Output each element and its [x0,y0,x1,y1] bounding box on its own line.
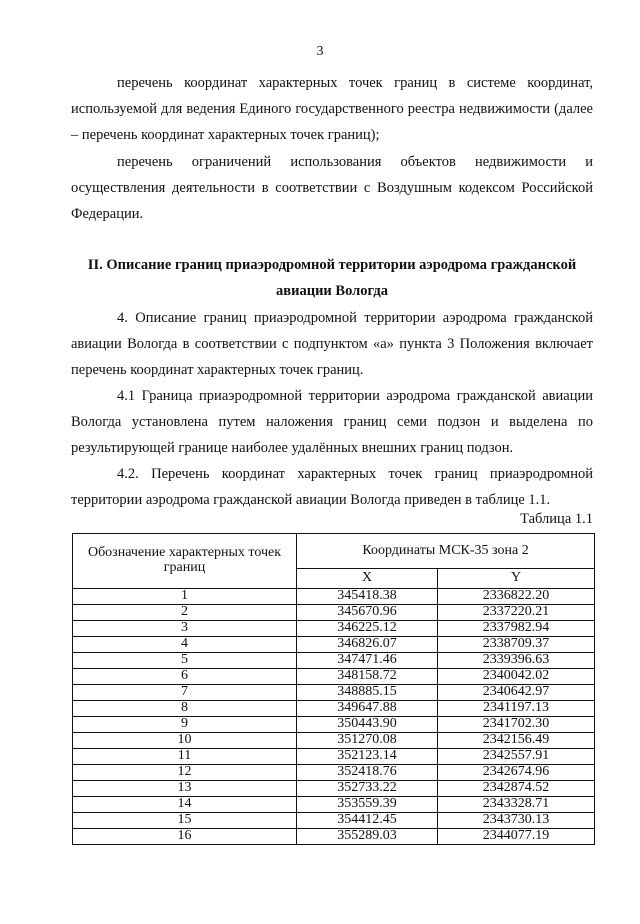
x-coordinate-cell: 346225.12 [297,621,438,637]
table-row [73,621,595,637]
point-number-cell: 15 [73,813,297,829]
point-number-cell: 7 [73,685,297,701]
point-number-cell: 16 [73,829,297,845]
x-coordinate-cell: 353559.39 [297,797,438,813]
point-number-cell: 10 [73,733,297,749]
y-coordinate-cell: 2339396.63 [438,653,595,669]
x-coordinate-cell: 352418.76 [297,765,438,781]
paragraph-line: Федерации. [71,206,144,222]
table-row [73,813,595,829]
paragraph-line: перечень координат характерных точек границ в системе координат, [117,75,593,91]
paragraph-line: осуществления деятельности в соответствии с Воздушным кодексом Российской [71,180,593,196]
y-coordinate-cell: 2336822.20 [438,589,595,605]
table-row [73,829,595,845]
point-number-cell: 6 [73,669,297,685]
table-row [73,733,595,749]
y-coordinate-cell: 2342674.96 [438,765,595,781]
header-points: Обозначение характерных точек границ [73,534,297,589]
y-coordinate-cell: 2341197.13 [438,701,595,717]
header-x: X [297,569,438,589]
point-number-cell: 8 [73,701,297,717]
y-coordinate-cell: 2342874.52 [438,781,595,797]
y-coordinate-cell: 2337982.94 [438,621,595,637]
body-line: Вологда установлена путем наложения границ семи подзон и выделена по [71,414,593,430]
body-line: 4. Описание границ приаэродромной территории аэродрома гражданской [117,310,593,326]
point-number-cell: 13 [73,781,297,797]
x-coordinate-cell: 348158.72 [297,669,438,685]
y-coordinate-cell: 2337220.21 [438,605,595,621]
paragraph-line: используемой для ведения Единого государственного реестра недвижимости (далее [71,101,593,117]
x-coordinate-cell: 347471.46 [297,653,438,669]
x-coordinate-cell: 350443.90 [297,717,438,733]
section-heading: II. Описание границ приаэродромной территории аэродрома гражданской [87,257,577,273]
point-number-cell: 2 [73,605,297,621]
x-coordinate-cell: 351270.08 [297,733,438,749]
table-row [73,717,595,733]
coordinates-table [72,533,595,845]
y-coordinate-cell: 2343328.71 [438,797,595,813]
y-coordinate-cell: 2342557.91 [438,749,595,765]
y-coordinate-cell: 2342156.49 [438,733,595,749]
section-heading: авиации Вологда [276,283,388,299]
page-number: 3 [316,44,324,59]
table-row [73,605,595,621]
x-coordinate-cell: 355289.03 [297,829,438,845]
table-row [73,669,595,685]
table-row [73,797,595,813]
table-row [73,685,595,701]
body-line: авиации Вологда в соответствии с подпунктом «а» пункта 3 Положения включает [71,336,593,352]
table-row [73,749,595,765]
x-coordinate-cell: 352123.14 [297,749,438,765]
y-coordinate-cell: 2338709.37 [438,637,595,653]
header-y: Y [438,569,595,589]
x-coordinate-cell: 349647.88 [297,701,438,717]
table-row [73,701,595,717]
table-row [73,637,595,653]
y-coordinate-cell: 2340042.02 [438,669,595,685]
point-number-cell: 9 [73,717,297,733]
x-coordinate-cell: 354412.45 [297,813,438,829]
x-coordinate-cell: 345670.96 [297,605,438,621]
body-line: 4.2. Перечень координат характерных точек границ приаэродромной [117,466,593,482]
header-coordinates: Координаты МСК-35 зона 2 [297,534,595,569]
table-caption: Таблица 1.1 [520,511,593,527]
point-number-cell: 14 [73,797,297,813]
body-line: территории аэродрома гражданской авиации Вологда приведен в таблице 1.1. [71,492,551,508]
paragraph-line: – перечень координат характерных точек границ); [71,127,380,143]
x-coordinate-cell: 352733.22 [297,781,438,797]
point-number-cell: 3 [73,621,297,637]
point-number-cell: 1 [73,589,297,605]
x-coordinate-cell: 348885.15 [297,685,438,701]
point-number-cell: 11 [73,749,297,765]
x-coordinate-cell: 345418.38 [297,589,438,605]
body-line: перечень координат характерных точек границ. [71,362,364,378]
x-coordinate-cell: 346826.07 [297,637,438,653]
table-row [73,781,595,797]
point-number-cell: 5 [73,653,297,669]
body-line: результирующей границе наиболее удалённых внешних границ подзон. [71,440,514,456]
table-row [73,653,595,669]
point-number-cell: 4 [73,637,297,653]
table-row [73,589,595,605]
body-line: 4.1 Граница приаэродромной территории аэродрома гражданской авиации [117,388,593,404]
y-coordinate-cell: 2343730.13 [438,813,595,829]
point-number-cell: 12 [73,765,297,781]
y-coordinate-cell: 2341702.30 [438,717,595,733]
y-coordinate-cell: 2340642.97 [438,685,595,701]
table-row [73,765,595,781]
y-coordinate-cell: 2344077.19 [438,829,595,845]
paragraph-line: перечень ограничений использования объектов недвижимости и [117,154,593,170]
